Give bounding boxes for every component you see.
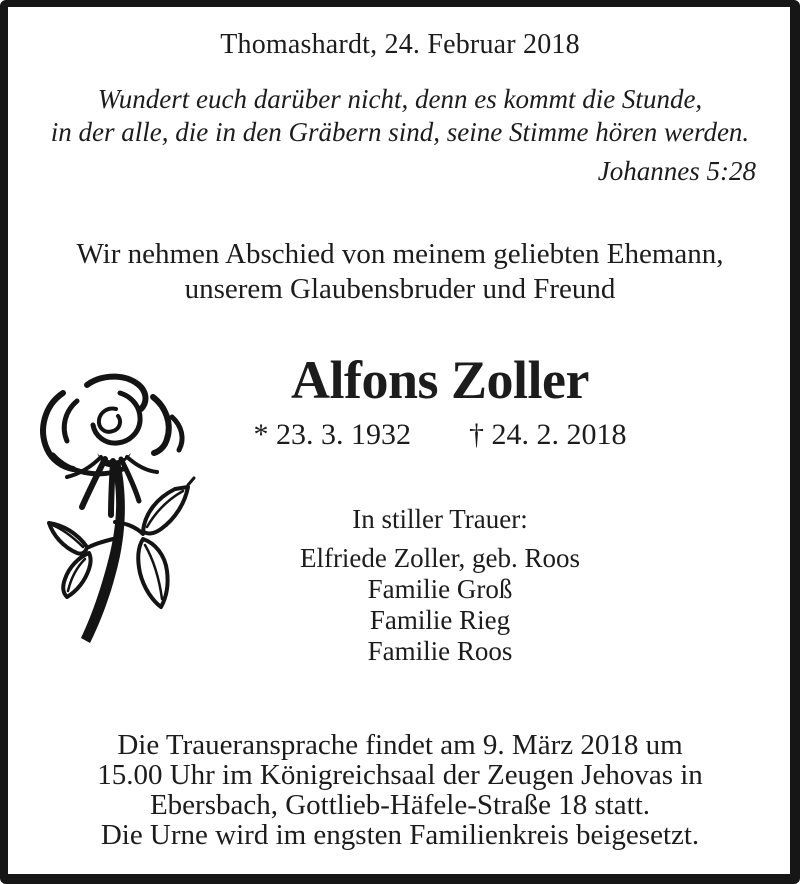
funeral-line-2: 15.00 Uhr im Königreichsaal der Zeugen Jehovas in — [97, 759, 703, 791]
rose-leaf-flick — [188, 478, 194, 485]
mourner-item: Familie Roos — [367, 636, 513, 666]
intro-text — [0, 237, 800, 307]
intro-line-2: unserem Glaubensbruder und Freund — [184, 273, 616, 305]
death-date: † 24. 2. 2018 — [469, 418, 627, 451]
rose-petal — [64, 401, 77, 441]
mourning-heading: In stiller Trauer: — [352, 504, 528, 534]
funeral-details — [0, 730, 800, 850]
funeral-line-3: Ebersbach, Gottlieb-Häfele-Straße 18 statt. — [149, 789, 651, 821]
mourners-list — [80, 543, 800, 667]
scripture-quote-line-1: Wundert euch darüber nicht, denn es kommt die Stunde, — [97, 84, 703, 114]
rose-spiral-core — [99, 409, 120, 432]
rose-petal — [172, 417, 182, 450]
funeral-line-4: Die Urne wird im engsten Familienkreis beigesetzt. — [100, 819, 700, 851]
rose-sepal — [127, 457, 157, 472]
deceased-name: Alfons Zoller — [291, 350, 589, 410]
mourner-item: Familie Groß — [367, 574, 513, 604]
scripture-quote — [0, 83, 800, 149]
funeral-line-1: Die Traueransprache findet am 9. März 2018 um — [117, 729, 683, 761]
scripture-quote-line-2: in der alle, die in den Gräbern sind, seine Stimme hören werden. — [50, 117, 750, 147]
birth-date: * 23. 3. 1932 — [253, 418, 411, 451]
intro-line-1: Wir nehmen Abschied von meinem geliebten Ehemann, — [76, 238, 724, 270]
dateline: Thomashardt, 24. Februar 2018 — [220, 29, 580, 60]
mourner-item: Familie Rieg — [369, 605, 511, 635]
rose-petal — [153, 397, 169, 453]
mourner-item: Elfriede Zoller, geb. Roos — [299, 543, 581, 573]
scripture-reference: Johannes 5:28 — [597, 156, 756, 186]
